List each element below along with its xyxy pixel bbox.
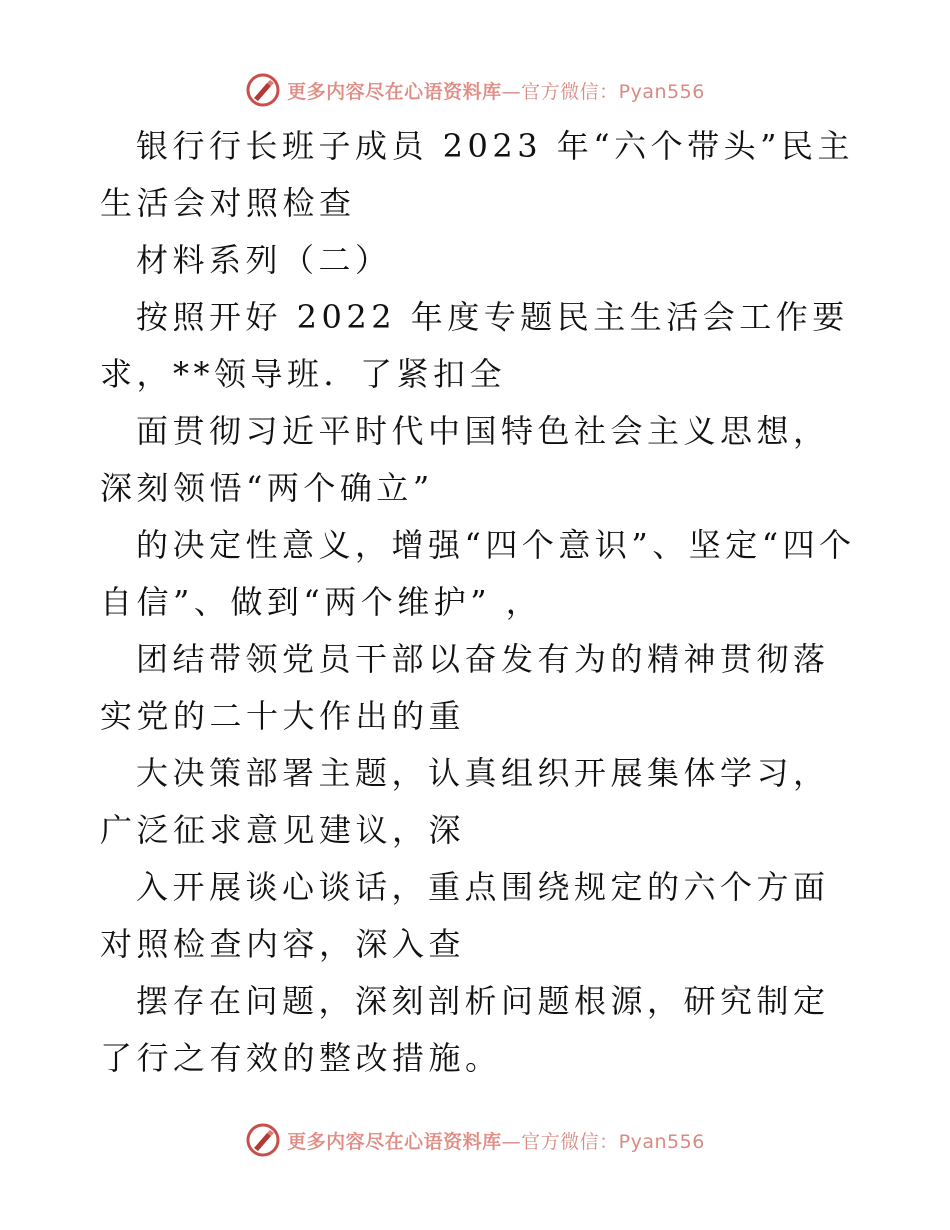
- paragraph-1: 按照开好 2022 年度专题民主生活会工作要求，**领导班．了紧扣全: [100, 298, 849, 393]
- header-watermark: [0, 70, 950, 110]
- watermark-text: [287, 77, 705, 104]
- paragraph-4: 团结带领党员干部以奋发有为的精神贯彻落实党的二十大作出的重: [100, 640, 830, 735]
- watermark-brand: 更多内容尽在心语资料库: [287, 80, 502, 103]
- paragraph-2: 面贯彻习近平时代中国特色社会主义思想，深刻领悟“两个确立”: [100, 412, 830, 507]
- document-body: [100, 118, 860, 1087]
- paragraph-5: 大决策部署主题，认真组织开展集体学习，广泛征求意见建议，深: [100, 754, 830, 849]
- watermark-dash: —: [501, 1130, 522, 1153]
- paragraph-6: 入开展谈心谈话，重点围绕规定的六个方面对照检查内容，深入查: [100, 868, 830, 963]
- paragraph-3: 的决定性意义，增强“四个意识”、坚定“四个自信”、做到“两个维护” ，: [100, 526, 856, 621]
- pen-circle-logo-icon: [245, 1122, 281, 1158]
- watermark-contact: 官方微信：Pyan556: [521, 1130, 705, 1153]
- document-title: 银行行长班子成员 2023 年“六个带头”民主生活会对照检查: [100, 127, 855, 222]
- watermark-brand: 更多内容尽在心语资料库: [287, 1130, 502, 1153]
- pen-circle-logo-icon: [245, 72, 281, 108]
- watermark-text: [287, 1127, 705, 1154]
- footer-watermark: [0, 1120, 950, 1160]
- watermark-dash: —: [501, 80, 522, 103]
- paragraph-7: 摆存在问题，深刻剖析问题根源，研究制定了行之有效的整改措施。: [100, 982, 830, 1077]
- document-subtitle: 材料系列（二）: [136, 241, 392, 279]
- watermark-contact: 官方微信：Pyan556: [521, 80, 705, 103]
